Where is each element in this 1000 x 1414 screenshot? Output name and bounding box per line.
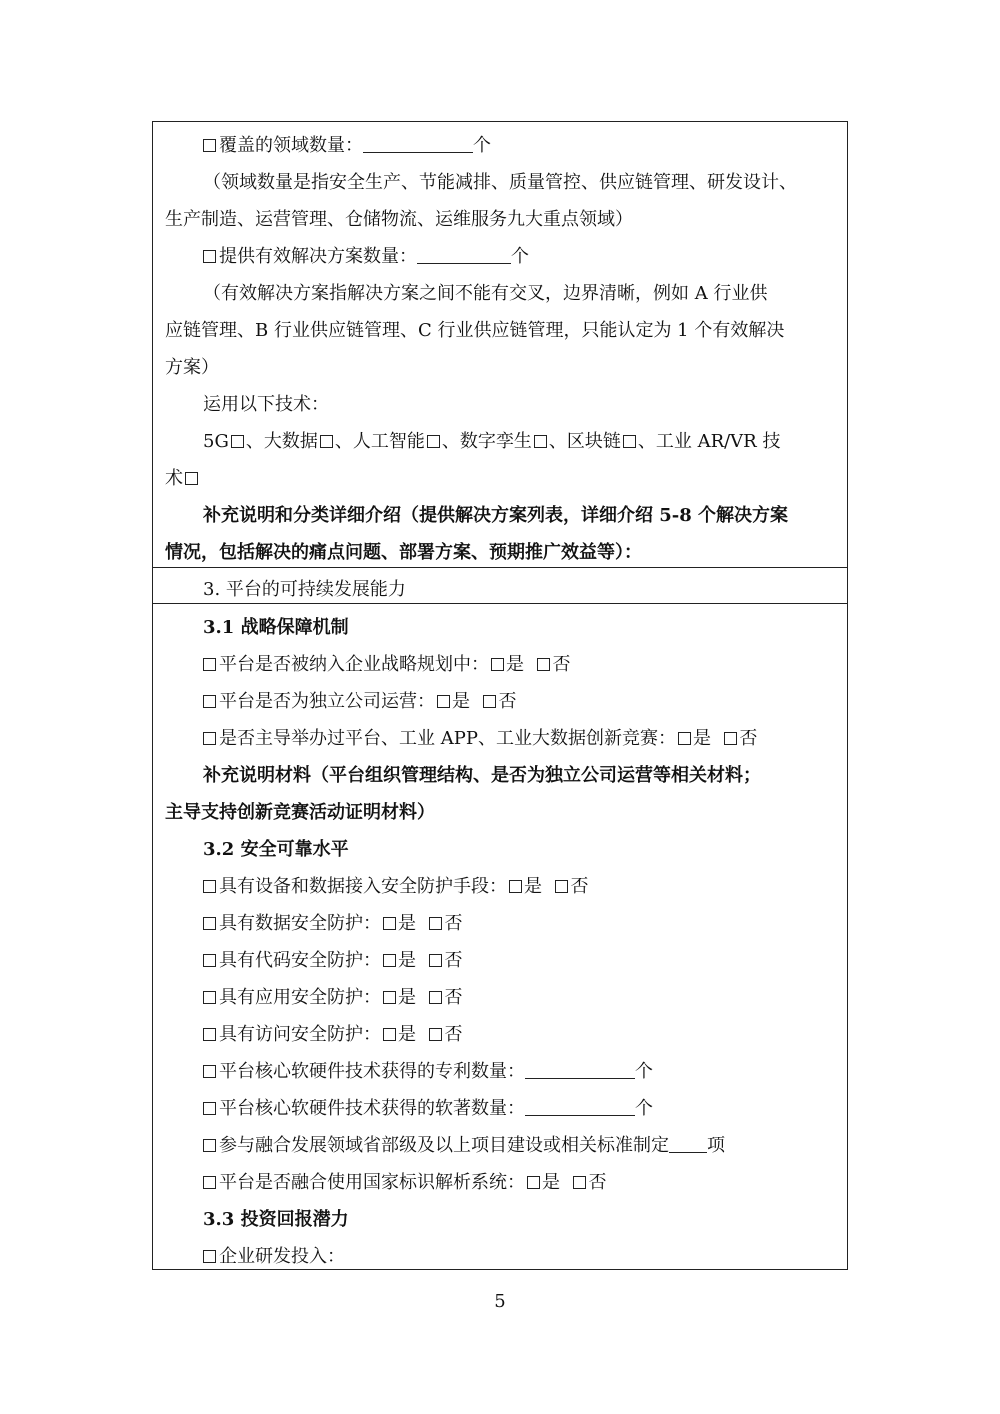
checkbox-yes[interactable]: [383, 1028, 396, 1041]
checkbox[interactable]: [203, 917, 216, 930]
solution-count-input[interactable]: [417, 245, 511, 264]
tech-intro: 运用以下技术：: [203, 394, 329, 415]
checkbox-no[interactable]: [724, 732, 737, 745]
domain-note: （领域数量是指安全生产、节能减排、质量管控、供应链管理、研发设计、: [203, 172, 797, 193]
checkbox[interactable]: [203, 250, 216, 263]
checkbox[interactable]: [203, 1250, 216, 1263]
patent-count-input[interactable]: [525, 1060, 635, 1079]
project-count-input[interactable]: [669, 1134, 707, 1153]
checkbox-no[interactable]: [429, 917, 442, 930]
copyright-count-input[interactable]: [525, 1097, 635, 1116]
rd-investment-row: 企业研发投入：: [203, 1244, 837, 1270]
project-count-row: 参与融合发展领域省部级及以上项目建设或相关标准制定 项: [203, 1133, 837, 1159]
divider: [153, 567, 847, 568]
checkbox-no[interactable]: [429, 954, 442, 967]
checkbox[interactable]: [203, 954, 216, 967]
checkbox-blockchain[interactable]: [623, 435, 636, 448]
checkbox-no[interactable]: [537, 658, 550, 671]
supplement-note: 补充说明和分类详细介绍（提供解决方案列表，详细介绍 5-8 个解决方案: [203, 505, 789, 526]
copyright-count-row: 平台核心软硬件技术获得的软著数量： 个: [203, 1096, 837, 1122]
question-row: 具有应用安全防护： 是 否: [203, 985, 837, 1011]
checkbox[interactable]: [203, 658, 216, 671]
checkbox-yes[interactable]: [437, 695, 450, 708]
checkbox-yes[interactable]: [383, 917, 396, 930]
solution-note-end: 方案）: [165, 357, 219, 378]
question-row: 平台是否为独立公司运营： 是 否: [203, 689, 837, 715]
checkbox-5g[interactable]: [231, 435, 244, 448]
checkbox-arvr[interactable]: [185, 472, 198, 485]
question-row: 具有代码安全防护： 是 否: [203, 948, 837, 974]
section-3-2-title: 3.2 安全可靠水平: [203, 839, 349, 860]
supplement-note-cont: 情况，包括解决的痛点问题、部署方案、预期推广效益等）：: [165, 542, 642, 563]
domain-note-cont: 生产制造、运营管理、仓储物流、运维服务九大重点领域）: [165, 209, 633, 230]
checkbox-yes[interactable]: [383, 991, 396, 1004]
page-number: 5: [494, 1291, 506, 1312]
checkbox-no[interactable]: [429, 1028, 442, 1041]
supplement-note: 补充说明材料（平台组织管理结构、是否为独立公司运营等相关材料；: [203, 765, 761, 786]
checkbox[interactable]: [203, 1065, 216, 1078]
checkbox-yes[interactable]: [527, 1176, 540, 1189]
question-row: 是否主导举办过平台、工业 APP、工业大数据创新竞赛： 是 否: [203, 726, 837, 752]
solution-note-cont: 应链管理、B 行业供应链管理、C 行业供应链管理，只能认定为 1 个有效解决: [165, 320, 785, 341]
patent-count-row: 平台核心软硬件技术获得的专利数量： 个: [203, 1059, 837, 1085]
supplement-note-cont: 主导支持创新竞赛活动证明材料）: [165, 802, 435, 823]
section-3-3-title: 3.3 投资回报潜力: [203, 1209, 349, 1230]
checkbox[interactable]: [203, 1028, 216, 1041]
form-table: [152, 121, 848, 1270]
solution-count-row: 提供有效解决方案数量： 个: [203, 244, 837, 270]
solution-note: （有效解决方案指解决方案之间不能有交叉，边界清晰，例如 A 行业供: [203, 283, 768, 304]
tech-options-cont: 术: [165, 466, 837, 492]
question-row: 平台是否融合使用国家标识解析系统： 是 否: [203, 1170, 837, 1196]
tech-options-row: 5G 、大数据 、人工智能 、数字孪生 、区块链 、工业 AR/VR 技: [203, 431, 781, 452]
checkbox-yes[interactable]: [509, 880, 522, 893]
checkbox-yes[interactable]: [383, 954, 396, 967]
checkbox-digital-twin[interactable]: [534, 435, 547, 448]
checkbox[interactable]: [203, 695, 216, 708]
question-row: 具有数据安全防护： 是 否: [203, 911, 837, 937]
checkbox[interactable]: [203, 732, 216, 745]
question-row: 具有访问安全防护： 是 否: [203, 1022, 837, 1048]
section-3-1-title: 3.1 战略保障机制: [203, 617, 349, 638]
checkbox[interactable]: [203, 139, 216, 152]
domain-count-input[interactable]: [363, 134, 473, 153]
section-3-title: 3. 平台的可持续发展能力: [203, 579, 406, 600]
checkbox[interactable]: [203, 880, 216, 893]
checkbox-ai[interactable]: [427, 435, 440, 448]
checkbox[interactable]: [203, 1176, 216, 1189]
checkbox-no[interactable]: [429, 991, 442, 1004]
question-row: 平台是否被纳入企业战略规划中： 是 否: [203, 652, 837, 678]
domain-count-row: 覆盖的领域数量： 个: [203, 133, 837, 159]
checkbox-yes[interactable]: [491, 658, 504, 671]
checkbox[interactable]: [203, 1139, 216, 1152]
checkbox[interactable]: [203, 991, 216, 1004]
question-row: 具有设备和数据接入安全防护手段： 是 否: [203, 874, 837, 900]
checkbox-no[interactable]: [483, 695, 496, 708]
checkbox[interactable]: [203, 1102, 216, 1115]
checkbox-yes[interactable]: [678, 732, 691, 745]
checkbox-no[interactable]: [573, 1176, 586, 1189]
checkbox-no[interactable]: [555, 880, 568, 893]
checkbox-bigdata[interactable]: [320, 435, 333, 448]
divider: [153, 603, 847, 604]
